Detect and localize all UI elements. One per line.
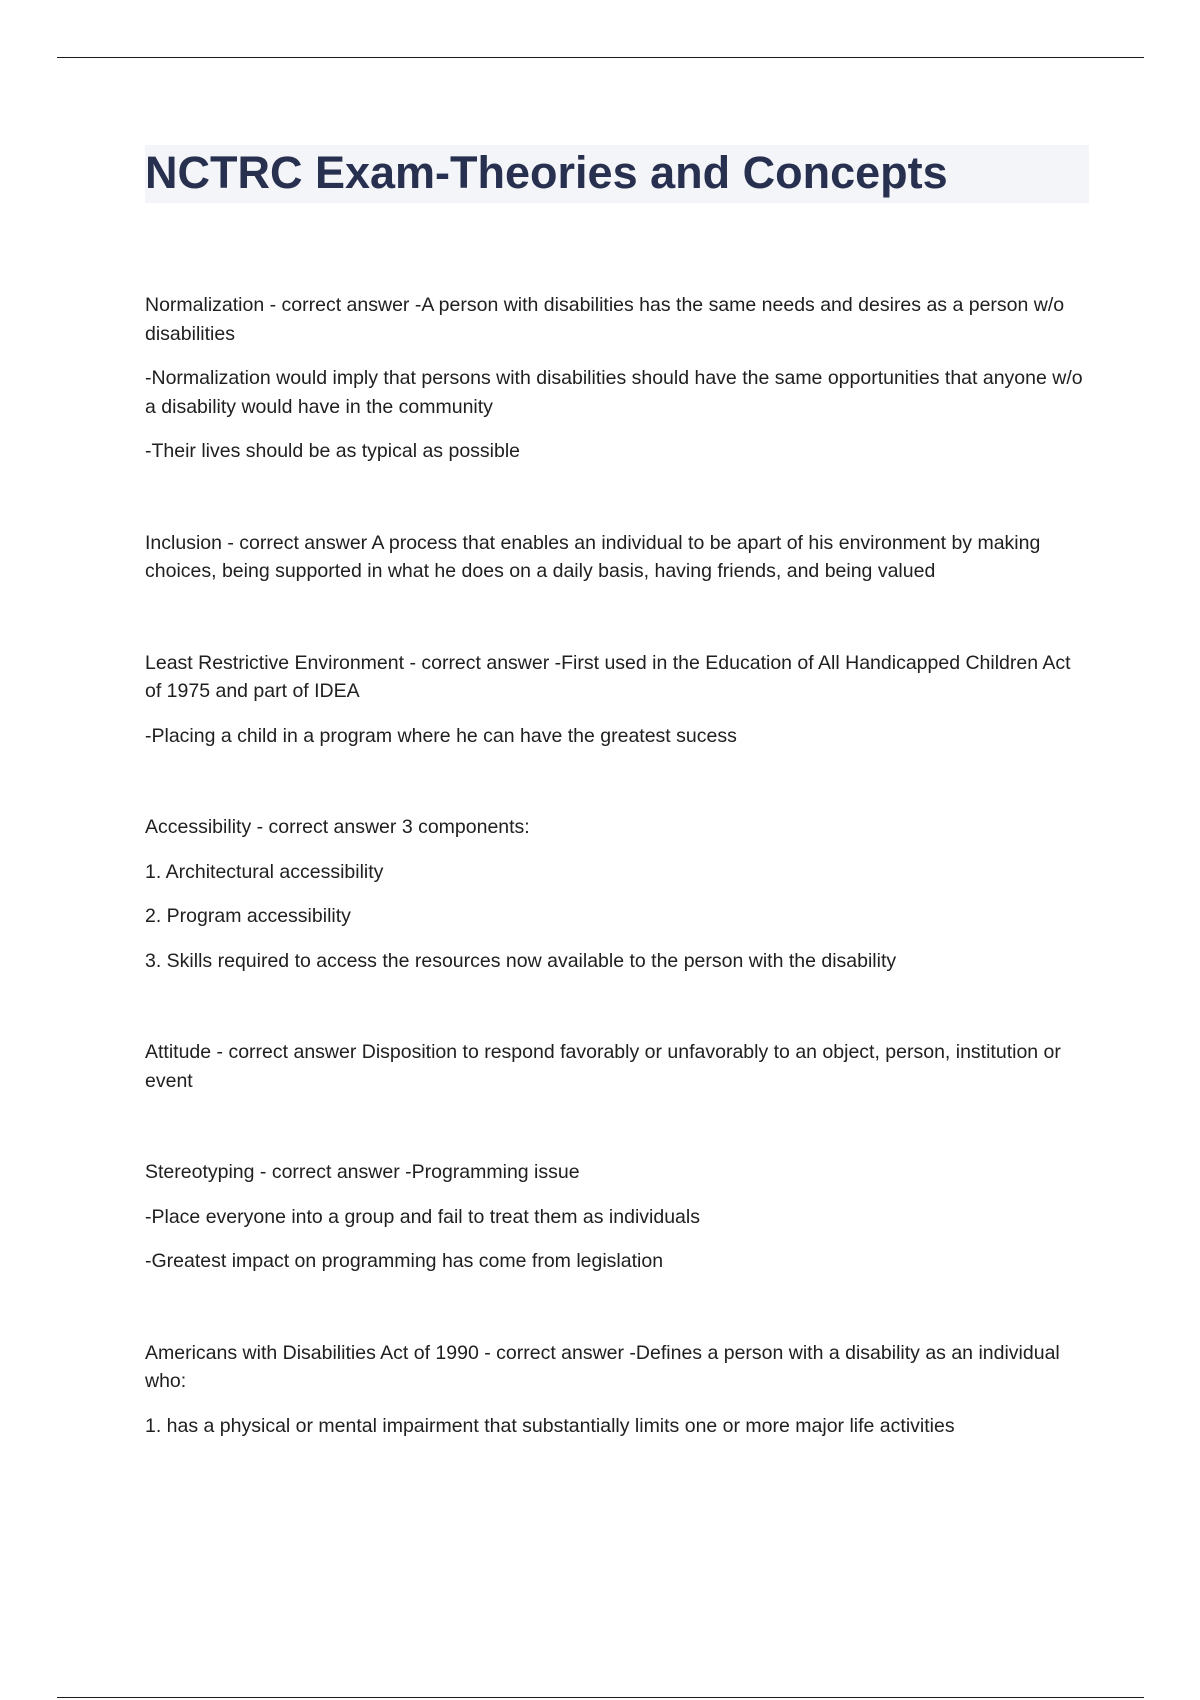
page-title: NCTRC Exam-Theories and Concepts	[145, 147, 948, 198]
entry-line: 1. has a physical or mental impairment that substantially limits one or more major life activities	[145, 1414, 955, 1437]
entry-americans-with-disabilities-act	[145, 1339, 1090, 1441]
entry-normalization	[145, 291, 1090, 466]
entry-line: Americans with Disabilities Act of 1990 - correct answer -Defines a person with a disability as an individual who:	[145, 1341, 1060, 1392]
entry-line: Normalization - correct answer -A person with disabilities has the same needs and desires as a person w/o disabilities	[145, 294, 1065, 345]
entry-line: 1. Architectural accessibility	[145, 860, 384, 883]
entry-line: Accessibility - correct answer 3 components:	[145, 816, 530, 838]
entry-line: -Their lives should be as typical as possible	[145, 440, 521, 462]
entry-least-restrictive-environment	[145, 649, 1090, 751]
entry-line: Least Restrictive Environment - correct answer -First used in the Education of All Handicapped Children Act of 1975 and part of IDEA	[145, 651, 1071, 702]
entry-inclusion	[145, 529, 1090, 586]
entry-line: 2. Program accessibility	[145, 905, 351, 927]
entry-line: -Normalization would imply that persons with disabilities should have the same opportunities that anyone w/o a disability would have in the community	[145, 367, 1083, 418]
entry-stereotyping	[145, 1158, 1090, 1276]
entry-line: -Placing a child in a program where he can have the greatest sucess	[145, 724, 737, 747]
entry-accessibility	[145, 813, 1090, 975]
top-rule	[57, 57, 1144, 58]
bottom-rule	[57, 1697, 1144, 1698]
entry-line: Stereotyping - correct answer -Programming issue	[145, 1161, 580, 1183]
entry-line: -Greatest impact on programming has come from legislation	[145, 1250, 664, 1272]
entry-attitude	[145, 1038, 1090, 1095]
entry-line: Inclusion - correct answer A process that enables an individual to be apart of his environment by making choices, being supported in what he does on a daily basis, having friends, and being valued	[145, 531, 1041, 582]
flashcard-list	[145, 291, 1090, 1503]
entry-line: Attitude - correct answer Disposition to respond favorably or unfavorably to an object, person, institution or event	[145, 1041, 1061, 1092]
entry-line: -Place everyone into a group and fail to treat them as individuals	[145, 1205, 700, 1228]
entry-line: 3. Skills required to access the resources now available to the person with the disability	[145, 949, 897, 972]
